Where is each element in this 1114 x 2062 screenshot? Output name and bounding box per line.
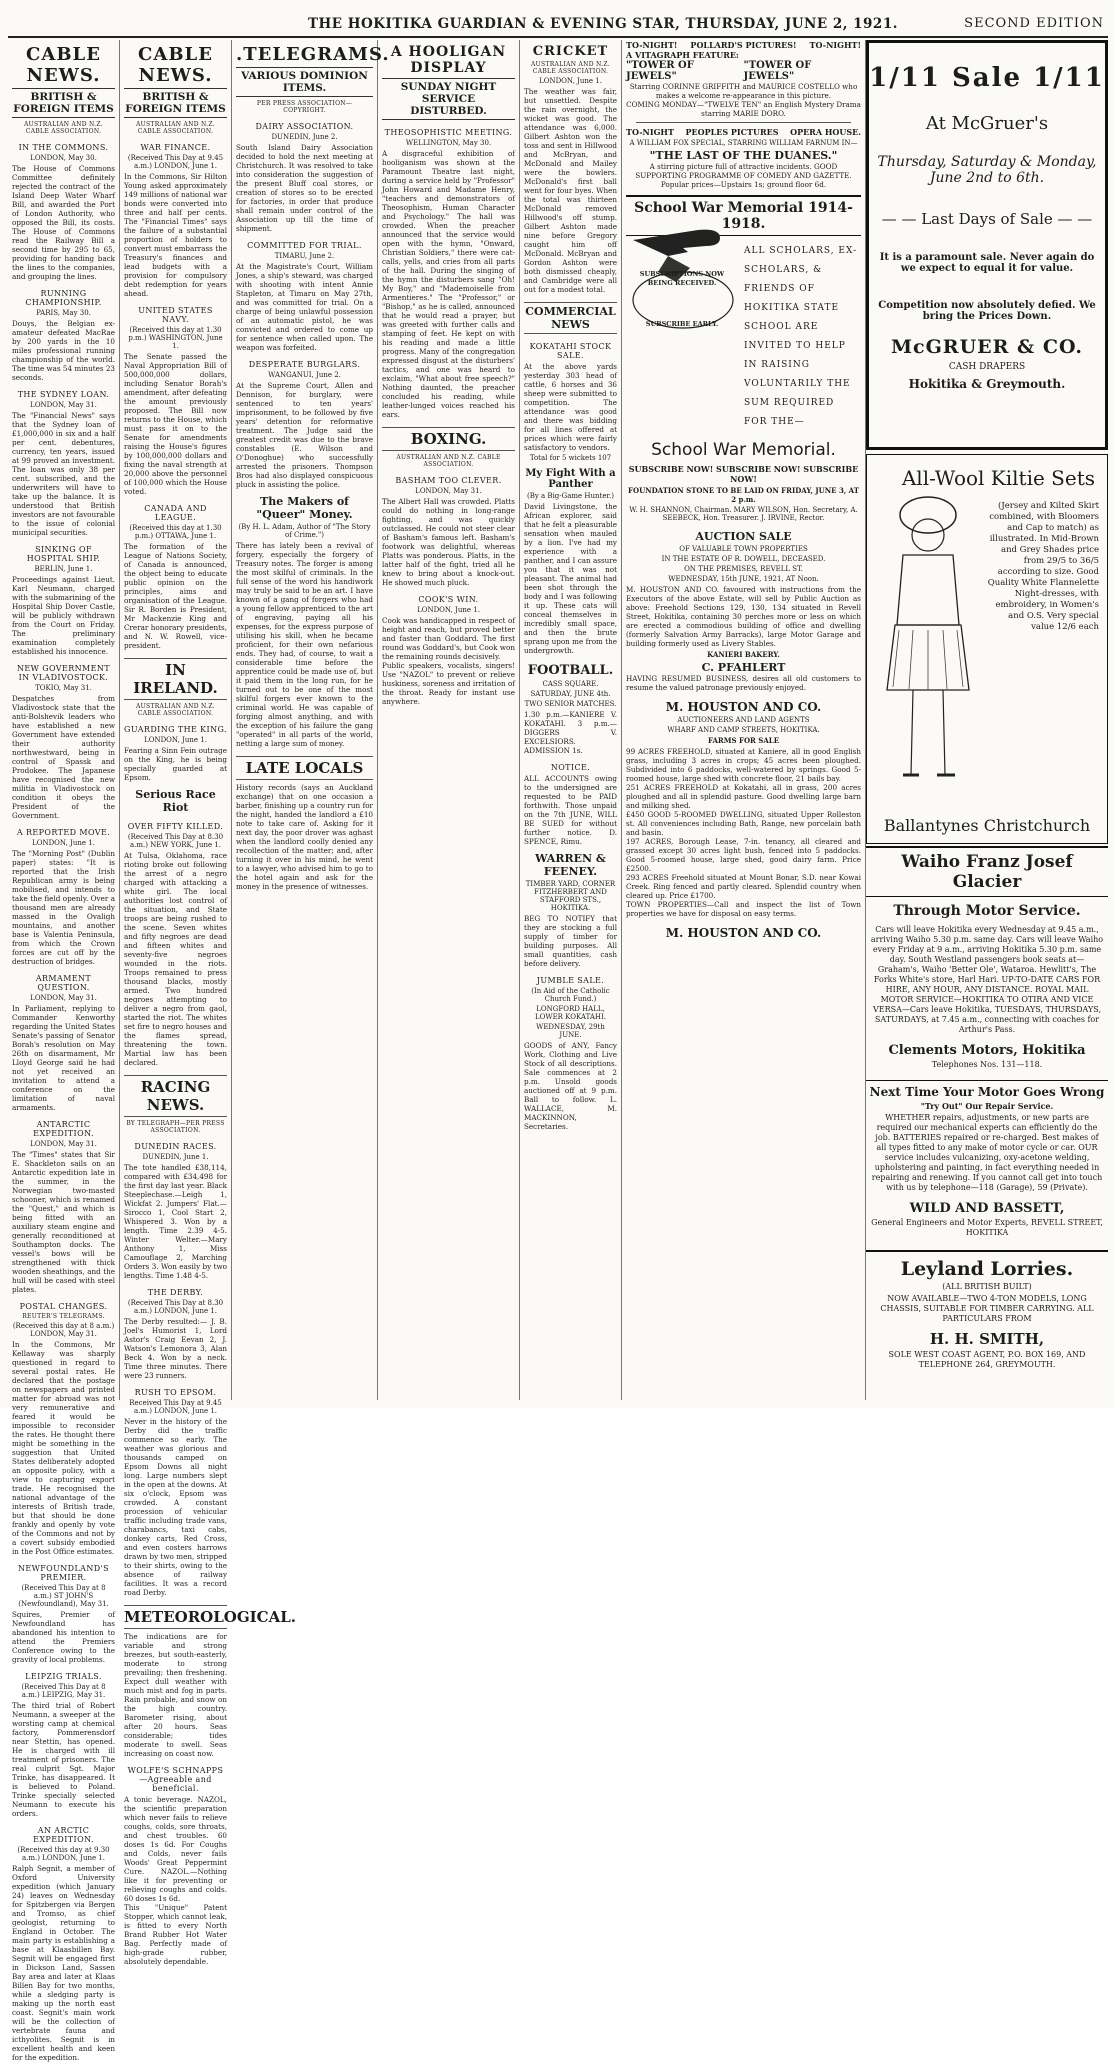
sale-heading: 1/11 Sale 1/11 [869, 63, 1105, 93]
mcgruer-sale-ad [866, 40, 1108, 450]
section-heading: NOTICE. [550, 763, 591, 772]
article-body: There has lately been a revival of forgery, especially the forgery of Treasury notes. The forger is among the most skilful of criminals. In the full sense of the word his handiwork may truly be said to be an art. I have known of a gang of forgers who had a young fellow apprenticed to the art of engraving, paying all his expenses, for the express purpose of utilising his skill, when he became proficient, for their own nefarious ends. They had, of course, to wait a considerable time before the apprentice could be made use of, but it paid them in the long run, for he turned out to be one of the most skilful forgers ever known to the criminal world. He was capable of forging almost anything, and with the exception of his failure the gang "operated" in all parts of the world, netting a large sum of money. [236, 541, 373, 748]
article-body: A disgraceful exhibition of hooliganism was shown at the Paramount Theatre last night, during a service held by "Professor" John Howard and Madame Henry, "teachers and demonstrators of Theosophism, Human Character and Psychology." The hall was crowded. When the preacher announced that the service would open with the hymn, "Onward, Christian Soldiers," there were cat-calls, yells, and cries from all parts of the hall. During the singing of the hymn the disturbers sang "Oh! My Boy," and "Mademoiselle from Armentieres." The "Professor," or "Bishop," as he is called, announced that he would read a prayer, but was greeted with further calls and stamping of feet. He kept on with his reading and made a little progress. Many of the congregation expressed disgust at the disturbers' tactics, and one was heard to exclaim, "What about free speech?" Nothing daunted, the preacher concluded his reading, while leather-lunged voices reached his ears. [382, 149, 515, 419]
agency-line: AUSTRALIAN AND N.Z. CABLE ASSOCIATION. [136, 121, 215, 135]
section-heading: CANADA AND LEAGUE. [144, 504, 207, 522]
programme-note: A stirring picture full of attractive incidents. GOOD SUPPORTING PROGRAMME OF COMEDY AND GAZETTE. Popular prices—Upstairs 1s; ground floor 6d. [635, 162, 852, 189]
article-body: Cook was handicapped in respect of height and reach, but proved better and faster than Goddard. The first round was Goddard's, but Cook won the remaining rounds decisively. [382, 616, 515, 661]
dateline: (Received this day at 9.30 a.m.) LONDON, June 1. [17, 1846, 110, 1862]
ballantynes: Ballantynes Christchurch [883, 816, 1091, 835]
subheadline: BRITISH & FOREIGN ITEMS [12, 88, 115, 118]
sale-store: At McGruer's [925, 113, 1049, 134]
peoples-header [626, 127, 861, 137]
houston-sub: AUCTIONEERS AND LAND AGENTS [677, 716, 810, 724]
ad-body: BEG TO NOTIFY that they are stocking a full supply of timber for building purposes. All small quantities, cash before delivery. [524, 914, 617, 968]
article-body: In the Commons, Sir Hilton Young asked approximately 149 millions of national war bonds were converted into three and half per cents. The "Financial Times" says the failure of a substantial proportion of holders to convert must embarrass the Treasury's finances and lead budgets with a provision for compulsory debt redemption for years ahead. [124, 172, 227, 298]
venue: CASS SQUARE. [542, 680, 599, 688]
agency-line: AUSTRALIAN AND N.Z. CABLE ASSOCIATION. [136, 703, 215, 717]
notice-body: ALL ACCOUNTS owing to the undersigned are requested to be PAID forthwith. Those unpaid on the 7th JUNE, WILL BE SUED for without further notice. D. SPENCE, Rimu. [524, 774, 617, 846]
dateline: TIMARU, June 2. [274, 252, 335, 260]
film-title: "TOWER OF JEWELS" [743, 60, 812, 82]
dateline: LONDON, May 31. [415, 487, 482, 495]
farm-listing: 99 ACRES FREEHOLD, situated at Kaniere, all in good English grass, including 3 acres in crops; 45 acres been ploughed. Subdivided into 6 paddocks, well-watered by springs. Good 5-roomed house, large shed with concrete floor, 21 bails bay. [626, 747, 861, 783]
dateline: LONDON, June 1. [32, 839, 95, 847]
headline: A HOOLIGAN DISPLAY [390, 44, 507, 76]
auction-estate: IN THE ESTATE OF R. DOWELL, DECEASED. [661, 555, 826, 563]
fox-special: A WILLIAM FOX SPECIAL, STARRING WILLIAM FARNUM IN— [629, 139, 858, 147]
dateline: (Received This Day at 8 a.m.) LEIPZIG, May 31. [21, 1683, 106, 1699]
film-title: "THE LAST OF THE DUANES." [649, 149, 838, 162]
tonight-label: TO-NIGHT! [626, 40, 678, 50]
farm-listing: TOWN PROPERTIES—Call and inspect the list of Town properties we have for disposal on easy terms. [626, 900, 861, 918]
pfahlert-body: HAVING RESUMED BUSINESS, desires all old customers to resume the valued patronage previously enjoyed. [626, 674, 861, 692]
leyland-sub: (ALL BRITISH BUILT) [942, 1282, 1032, 1291]
subheadline: BRITISH & FOREIGN ITEMS [124, 88, 227, 118]
pollards-title: POLLARD'S PICTURES! [690, 40, 797, 50]
committee-names: W. H. SHANNON, Chairman. MARY WILSON, Hon. Secretary, A. SEEBECK, Hon. Treasurer. J. IRVINE, Rector. [629, 506, 858, 522]
article-body: Douys, the Belgian ex-amateur defeated MacRae by 200 yards in the 10 miles professional running championship of the world. The time was 54 minutes 23 seconds. [12, 319, 115, 382]
venue: LONGFORD HALL, LOWER KOKATAHI. [534, 1005, 607, 1021]
leyland-heading: Leyland Lorries. [866, 1250, 1108, 1280]
section-heading: ANTARCTIC EXPEDITION. [33, 1120, 94, 1138]
column-telegrams [232, 40, 390, 1400]
venue-label: OPERA HOUSE. [790, 127, 861, 137]
section-headline: BOXING. [382, 427, 515, 451]
date: WEDNESDAY, 29th JUNE. [536, 1023, 605, 1039]
section-headline: IN IRELAND. [124, 658, 227, 700]
article-body: South Island Dairy Association decided to hold the next meeting at Christchurch. It was resolved to take into consideration the suggestion of the present Bluff coal stores, or creation of stores so to be erected for factories, in order that produce shall remain under control of the Association up till the time of shipment. [236, 143, 373, 233]
section-heading: NEWFOUNDLAND'S PREMIER. [17, 1564, 110, 1582]
byline: (By a Big-Game Hunter.) [526, 492, 615, 500]
section-headline: My Fight With a Panther [525, 468, 616, 490]
wild-bassett-sub: General Engineers and Motor Experts, REVELL STREET, HOKITIKA [871, 1218, 1103, 1237]
memorial-heading: School War Memorial 1914-1918. [626, 195, 861, 236]
masthead-title: THE HOKITIKA GUARDIAN & EVENING STAR, THURSDAY, JUNE 2, 1921. [308, 16, 898, 32]
article-body: In the Commons, Mr Kellaway was sharply questioned in regard to several postal rates. He declared that the postage on newspapers and printed matter for abroad was not very remunerative and feared it would be impossible to reconsider the rates. He thought there might be something in the suggestion that United States deliberately adopted an opposite policy, with a view to capturing export trade. He recognised the national advantage of the interests of British trade, but that should be done frankly and openly by vote of the Commons and not by a covert subsidy embodied in the Post Office estimates. [12, 1340, 115, 1556]
section-heading: BASHAM TOO CLEVER. [395, 476, 502, 485]
section-headline: METEOROLOGICAL. [124, 1605, 227, 1629]
peoples-title: PEOPLES PICTURES [685, 127, 779, 137]
sale-text: It is a paramount sale. Never again do we expect to equal it for value. [879, 252, 1095, 274]
dateline: WELLINGTON, May 30. [405, 139, 492, 147]
article-body: The House of Commons Committee definitely rejected the contract of the Island Deep Water Wharf Bill, and awarded the Port of London Authority, who opposed the Bill, its costs. The House of Commons read the Railway Bill a second time by 295 to 65, providing for handing back the lines to the companies, and grouping the lines. [12, 164, 115, 281]
dateline: LONDON, June 1. [144, 736, 207, 744]
score-total: Total for 5 wickets 107 [529, 454, 612, 462]
byline: (By H. L. Adam, Author of "The Story of Crime.") [238, 523, 371, 539]
headline: CRICKET [532, 44, 609, 59]
matches-heading: TWO SENIOR MATCHES. [524, 700, 617, 708]
article-body: At the Supreme Court, Allen and Dennison, for burglary, were sentenced to ten years' imprisonment, to be followed by five years' detention for reformative treatment. The Judge said the greatest credit was due to the brave constables (E. Wilson and O'Donoghue) who successfully arrested the prisoners. Thompson Bros had also displayed conspicuous pluck in assisting the police. [236, 381, 373, 489]
auction-subheading: OF VALUABLE TOWN PROPERTIES [679, 545, 808, 553]
football-heading: FOOTBALL. [527, 663, 614, 678]
section-heading: DAIRY ASSOCIATION. [255, 122, 354, 131]
section-heading: LEIPZIG TRIALS. [25, 1672, 102, 1681]
section-heading: SINKING OF HOSPITAL SHIP. [26, 545, 101, 563]
memorial-title: School War Memorial. [651, 440, 836, 460]
headline: CABLE NEWS. [26, 44, 101, 86]
last-days: — — Last Days of Sale — — [881, 210, 1093, 228]
article-body: This "Unique" Patent Stopper, which cannot leak, is fitted to every North Brand Rubber Hot Water Bag. Perfectly made of high-grade rubber, absolutely dependable. [124, 1903, 227, 1966]
article-body: Public speakers, vocalists, singers! Use "NAZOL" to prevent or relieve huskiness, soreness and irritation of the throat. Ready for instant use anywhere. [382, 661, 515, 706]
section-heading: AN ARCTIC EXPEDITION. [33, 1826, 94, 1844]
tonight-label: TO-NIGHT! [809, 40, 861, 50]
dateline: (Received this day at 8 a.m.) LONDON, May 31. [12, 1322, 115, 1338]
dateline: TOKIO, May 31. [35, 684, 92, 692]
jewels-row [626, 60, 861, 82]
dateline: (Received This Day at 8.30 a.m.) LONDON, June 1. [127, 1299, 224, 1315]
article-body: At Tulsa, Oklahoma, race rioting broke out following the arrest of a negro charged with attacking a white girl. The local authorities lost control of the situation, and State troops are being rushed to the scene. Seven whites and fifty negroes are dead and fifteen whites and seventy-five negroes wounded in the riots. Troops remained to press thousand blacks, mostly armed. Two hundred negroes attempting to deliver a negro from gaol, started the riot. The whites set fire to negro houses and the flames spread, threatening the town. Martial law has been declared. [124, 851, 227, 1067]
article-body: History records (says an Auckland exchange) that on one occasion a barber, finishing up a country run for the night, handed the landlord a £10 note to take care of. Asking for it next day, the poor drover was aghast when the landlord coolly denied any recollection of the matter; and, after turning it over in his mind, he went to a lawyer, who advised him to go to the hotel again and ask for the money in the presence of witnesses. [236, 783, 373, 891]
tonight-label: TO-NIGHT [626, 127, 674, 137]
article-body: The "Morning Post" (Dublin paper) states: "It is reported that the Irish Republican army is being mobilised, and intends to take the field openly. Over a thousand men are already massed in the Ovaligh mountains, and another base is Valentia Peninsula, from which the Crown forces are cut off by the destruction of bridges. [12, 849, 115, 966]
bakery-heading: KANIERI BAKERY. [707, 650, 780, 659]
article-body: Despatches from Vladivostock state that the anti-Bolshevik leaders who have established a new Government have extended their authority northwestward, being in control of Spassk and Prodokee. The Japanese have recognised the new militia in Vladivostock on condition it obeys the President of the Government. [12, 694, 115, 820]
article-body: The weather was fair, but unsettled. Despite the rain overnight, the wicket was good. The attendance was 6,000. Gilbert Ashton won the toss and sent in Hillwood and McBryan, and McDonald and Mailey were the bowlers. McDonald's first ball went for four byes. When the total was thirteen McDonald removed Hillwood's off stump. Gilbert Ashton made nine before Gregory caught him off McDonald. McBryan and Gordon Ashton were both dismissed cheaply, and Cambridge were all out for a modest total. [524, 87, 617, 294]
foundation-stone: FOUNDATION STONE TO BE LAID ON FRIDAY, JUNE 3, AT 2 p.m. [628, 486, 859, 504]
article-body: The indications are for variable and strong breezes, but south-easterly, moderate to strong prevailing; then freshening. Expect dull weather with much mist and fog in parts. Rain probable, and snow on the high country. Barometer rising, about after 20 hours. Seas considerable; tides moderate to swell. Seas increasing on coast now. [124, 1632, 227, 1758]
ad-body: GOODS of ANY, Fancy Work, Clothing and Live Stock of all descriptions. Sale commences at 2 p.m. Unsold goods auctioned off at 9 p.m. Ball to follow. L. WALLACE, M. MACKINNON, Secretaries. [524, 1041, 617, 1131]
article-body: The tote handled £38,114, compared with £34,498 for the first day last year. Black Steeplechase.—Leigh 1, Wickfat 2. Jumpers' Flat.—Sirocco 1, Cool Start 2, Whispered 3. Won by a length. Time 2.39 4-5. Winter Welter.—Mary Anthony 1, Miss Camouflage 2, Marching Orders 3. Won easily by two lengths. Time 1.48 4-5. [124, 1163, 227, 1280]
date: SATURDAY, JUNE 4th. [530, 690, 611, 698]
hand-stamp-text: SUBSCRIPTIONS NOW BEING RECEIVED. [639, 270, 725, 287]
section-heading: THE SYDNEY LOAN. [17, 390, 110, 399]
section-heading: WOLFE'S SCHNAPPS—Agreeable and beneficial. [127, 1766, 224, 1793]
agency-line: REUTER'S TELEGRAMS. [22, 1313, 105, 1320]
mcgruer-brand: McGRUER & CO. [890, 336, 1083, 358]
section-heading: NEW GOVERNMENT IN VLADIVOSTOCK. [16, 664, 111, 682]
article-body: Fearing a Sinn Fein outrage on the King, he is being specially guarded at Epsom. [124, 746, 227, 782]
section-heading: ARMAMENT QUESTION. [35, 974, 92, 992]
article-body: The formation of the League of Nations Society, of Canada is announced, the object being to educate public opinion on the principles, aims and organisation of the League. Sir R. Borden is President, Mr Mackenzie King and Crerar honorary presidents, and N. W. Rowell, vice-president. [124, 542, 227, 650]
dateline: Received This Day at 9.45 a.m.) LONDON, June 1. [129, 1399, 222, 1415]
farm-listing: 197 ACRES, Borough Lease, 7-in. tenancy, all cleared and grassed except 30 acres light bush, fenced into 5 paddocks. Good 5-roomed house, large shed, good dairy farm. Price £2500. [626, 837, 861, 873]
ad-heading: WARREN & FEENEY. [535, 852, 606, 878]
agency-line: PER PRESS ASSOCIATION—COPYRIGHT. [256, 100, 353, 114]
leyland-body: NOW AVAILABLE—TWO 4-TON MODELS, LONG CHASSIS, SUITABLE FOR TIMBER CARRYING. ALL PARTICULARS FROM [880, 1294, 1094, 1323]
article-body: The Albert Hall was crowded. Platts could do nothing in long-range fighting, and was quickly outclassed. He could not steer clear of Basham's famous left. Basham's footwork was delightful, whereas Platts was ponderous. Platts, in the latter half of the fight, tried all he knew to bring about a knock-out. He showed much pluck. [382, 497, 515, 587]
article-body: The "Times" states that Sir E. Shackleton sails on an Antarctic expedition late in the summer, in the Norwegian two-masted schooner, which is renamed the "Quest," and which is being fitted with an auxiliary steam engine and generally reconditioned at Southampton docks. The vessel's bows will be strengthened with thick wooden sheathings, and the hull will be cased with steel plates. [12, 1150, 115, 1294]
column-cable-news-2 [120, 40, 297, 1966]
section-heading: JUMBLE SALE. [536, 976, 605, 985]
article-body: Never in the history of the Derby did the traffic commence so early. The weather was glorious and thousands camped on Epsom Downs all night long. Large numbers slept in the open at the downs. At six o'clock, Epsom was crowded. A constant procession of vehicular traffic including trade vans, charabancs, taxi cabs, donkey carts, Red Cross, and even costers harrows drawn by two men, stripped to their shirts, owing to the absence of railway facilities. It was a record road Derby. [124, 1417, 227, 1597]
dateline: LONDON, June 1. [417, 606, 480, 614]
article-body: The third trial of Robert Neumann, a sweeper at the worsting camp at chemical factory, Pommerensdorf near Stettin, has opened. He is charged with ill treatment of prisoners. The real culprit Sgt. Major Trinke, has disappeared. It is believed to Poland. Trinke specially selected Neumann to execute his orders. [12, 1701, 115, 1818]
kiltie-details: (Jersey and Kilted Skirt combined, with Bloomers and Cap to match) as illustrated. In Mid-Brown and Grey Shades price from 29/5 to 36/5 according to size. Good Quality White Flannelette Night-dresses, with embroidery, in Women's and O.S. Very special value 12/6 each [987, 501, 1099, 632]
girl-illustration [873, 475, 983, 805]
vitagraph-label: A VITAGRAPH FEATURE: [626, 50, 739, 60]
auction-date: WEDNESDAY, 15th JUNE, 1921, AT Noon. [668, 575, 819, 583]
masthead [8, 12, 1108, 38]
smith-name: H. H. SMITH, [929, 1330, 1045, 1348]
subscribe-now: SUBSCRIBE NOW! SUBSCRIBE NOW! SUBSCRIBE NOW! [628, 464, 859, 484]
section-heading: UNITED STATES NAVY. [138, 306, 213, 324]
cash-drapers: CASH DRAPERS [948, 362, 1026, 372]
agency-line: AUSTRALIAN AND N.Z. CABLE ASSOCIATION. [531, 61, 610, 75]
dateline: (Received this day at 1.30 p.m.) WASHINGTON, June 1. [128, 326, 223, 350]
section-heading: THE DERBY. [147, 1288, 204, 1297]
houston-address: WHARF AND CAMP STREETS, HOKITIKA. [667, 726, 820, 734]
section-heading: WAR FINANCE. [140, 143, 211, 152]
farm-listing: 293 ACRES Freehold situated at Mount Bonar, S.D. near Kowai Creek. Ring fenced and partly cleared. Splendid country when cleared up. Price £1700. [626, 873, 861, 900]
wild-bassett: WILD AND BASSETT, [909, 1201, 1065, 1216]
section-heading: OVER FIFTY KILLED. [127, 822, 224, 831]
section-headline: COMMERCIAL NEWS [524, 302, 617, 334]
dateline: WANGANUI, June 2. [268, 371, 341, 379]
dateline: LONDON, May 31. [30, 1140, 97, 1148]
article-body: In Parliament, replying to Commander Kenworthy regarding the United States Senate's passing of Senator Borah's resolution on May 26th on disarmament, Mr Lloyd George said he had not yet received an invitation to attend a conference on the limitation of naval armaments. [12, 1004, 115, 1112]
agency-line: BY TELEGRAPH—PER PRESS ASSOCIATION. [126, 1120, 225, 1134]
dateline: BERLIN, June 1. [34, 565, 93, 573]
section-headline: LATE LOCALS [236, 756, 373, 780]
pfahlert-name: C. PFAHLERT [701, 661, 786, 674]
dateline: (Received This Day at 9.45 a.m.) LONDON, June 1. [127, 154, 224, 170]
sale-text: Competition now absolutely defied. We bring the Prices Down. [878, 300, 1096, 322]
auction-body: M. HOUSTON AND CO. favoured with instructions from the Executors of the above Estate, will sell by Public Auction as above: Freehold Sections 129, 130, 134 situated in Revell Street, Hokitika, containing 30 perches more or less on which are erected a commodious building of office and dwelling (formerly Salvation Army Barracks), large Motor Garage and building formerly used as Livery Stables. [626, 585, 861, 648]
article-body: Squires, Premier of Newfoundland has abandoned his intention to attend the Premiers Conference owing to the gravity of local problems. [12, 1610, 115, 1664]
coming-attraction: COMING MONDAY—"TWELVE TEN" an English Mystery Drama starring MARIE DORO. [626, 100, 861, 118]
kiltie-heading: All-Wool Kiltie Sets [901, 466, 1095, 490]
repair-heading: Next Time Your Motor Goes Wrong [866, 1080, 1108, 1099]
article-body: At the above yards yesterday 303 head of cattle, 6 horses and 36 sheep were submitted to competition. The attendance was good and there was bidding for all lines offered at prices which were fairly satisfactory to vendors. [524, 362, 617, 452]
section-heading: KOKATAHI STOCK SALE. [529, 342, 612, 360]
article-body: The Derby resulted:— J. B. Joel's Humorist 1, Lord Astor's Craig Eevan 2, J. Watson's Lemonora 3, Alan Beck 4. Won by a neck. Time three minutes. There were 23 runners. [124, 1317, 227, 1380]
repair-sub: "Try Out" Our Repair Service. [920, 1101, 1054, 1111]
memorial-text: ALL SCHOLARS, EX-SCHOLARS, & FRIENDS OF HOKITIKA STATE SCHOOL ARE INVITED TO HELP IN RAISING VOLUNTARILY THE SUM REQUIRED FOR THE— [744, 246, 858, 427]
column-cricket [520, 40, 622, 1400]
dateline: DUNEDIN, June 1. [142, 1153, 209, 1161]
farm-listing: £450 GOOD 5-ROOMED DWELLING, situated Upper Rolleston st. All conveniences including Bath, Range, new porcelain bath and basin. [626, 810, 861, 837]
sale-dates: Thursday, Saturday & Monday, June 2nd to 6th. [877, 154, 1097, 186]
section-heading: RUNNING CHAMPIONSHIP. [25, 289, 102, 307]
farm-listing: 251 ACRES FREEHOLD at Kokatahi, all in grass, 200 acres ploughed and all in splendid pasture. Good dwelling large barn and milking shed. [626, 783, 861, 810]
column-cable-news-1 [8, 40, 120, 2062]
dateline: LONDON, May 30. [30, 154, 97, 162]
ad-subheading: TIMBER YARD, CORNER FITZHERBERT AND STAFFORD STS., HOKITIKA. [525, 880, 616, 912]
dateline: DUNEDIN, June 2. [271, 133, 338, 141]
repair-body: WHETHER repairs, adjustments, or new parts are required our mechanical experts can efficiently do the job. BATTERIES repaired or re-charged. Best makes of all types fitted to any make of motor cycle or car. OUR service includes vulcanizing, oxy-acetone welding, upholstering and painting, in fact everything needed in repairing and renewing. If you cannot call get into touch with us by telephone—118 (Garage), 59 (Private). [871, 1113, 1103, 1192]
waiho-subheading: Through Motor Service. [893, 903, 1081, 919]
locations: Hokitika & Greymouth. [908, 377, 1066, 391]
subheadline: VARIOUS DOMINION ITEMS. [236, 67, 373, 97]
section-heading: GUARDING THE KING. [124, 725, 227, 734]
section-heading: POSTAL CHANGES. [19, 1302, 108, 1311]
waiho-heading: Waiho Franz Josef Glacier [866, 846, 1108, 897]
section-heading: A REPORTED MOVE. [16, 828, 111, 837]
column-ads-center [622, 40, 866, 1400]
section-heading: DESPERATE BURGLARS. [248, 360, 361, 369]
dateline: PARIS, May 30. [36, 309, 91, 317]
article-body: Ralph Segnit, a member of Oxford University expedition (which January 24) leaves on Wednesday for Spitzbergen via Bergen and Tromso, as chief geologist, returning to England in October. The main party is establishing a base at Klaasbillen Bay. Segnit will be engaged first in Dickson Land, Sassen Bay area and later at Klaas Billen Bay for two months, while a sledging party is making up the north east coast. Segnit's main work will be the collection of vertebrate fauna and icthyolites. Segnit is in excellent health and keen for the expedition. [12, 1864, 115, 2062]
section-heading: COMMITTED FOR TRIAL. [247, 241, 362, 250]
dateline: (Received this day at 1.30 p.m.) OTTAWA, June 1. [129, 524, 222, 540]
section-heading: IN THE COMMONS. [18, 143, 109, 152]
article-body: A tonic beverage. NAZOL, the scientific preparation which never fails to relieve coughs, colds, sore throats, and chest troubles. 60 doses 1s 6d. For Coughs and Colds, never fails Woods' Great Peppermint Cure. NAZOL.—Nothing like it for preventing or relieving coughs and colds. 60 doses 1s 6d. [124, 1795, 227, 1903]
houston-name: M. HOUSTON AND CO. [665, 700, 822, 714]
headline: .TELEGRAMS. [236, 44, 390, 65]
column-hooligan [378, 40, 520, 1400]
section-heading: DUNEDIN RACES. [134, 1142, 217, 1151]
article-body: The Senate passed the Naval Appropriation Bill of 500,000,000 dollars, including Senator Borah's amendment, after defeating the amount previously proposed. The Bill now returns to the House, which must pass it on to the Senate for amendments raising the House's figures by 100,000,000 dollars and fixing the naval strength at 20,000 above the personnel of 100,000 which the House voted. [124, 352, 227, 496]
smith-details: SOLE WEST COAST AGENT, P.O. BOX 169, AND TELEPHONE 264, GREYMOUTH. [888, 1350, 1086, 1369]
agency-line: AUSTRALIAN AND N.Z. CABLE ASSOCIATION. [24, 121, 103, 135]
dateline: LONDON, May 31. [30, 401, 97, 409]
clements-phones: Telephones Nos. 131—118. [931, 1060, 1043, 1069]
article-body: The "Financial News" says that the Sydney loan of £1,000,000 in six and a half per cent. debentures, currency, ten years, issued at 99 proved an investment. The loan was only 38 per cent. subscribed, and the underwriters will have to take up the balance. It is understood that British investors are not favourable to the issue of colonial municipal securities. [12, 411, 115, 537]
article-body: David Livingstone, the African explorer, said that he felt a pleasurable sensation when mauled by a lion. I've had my experience with a panther, and I can assure you that it was not pleasant. The animal had been shot through the body and I was following it up. These cats will conceal themselves in incredibly small space, and then the brute sprang upon me from the undergrowth. [524, 502, 617, 655]
article-body: At the Magistrate's Court, William Jones, a ship's steward, was charged with shooting with intent Annie Stapleton, at Timaru on May 27th, and was committed for trial. On a charge of being unlawful possession of an automatic pistol, he was convicted and ordered to come up for sentence when called upon. The weapon was forfeited. [236, 262, 373, 352]
subheadline: SUNDAY NIGHT SERVICE DISTURBED. [382, 78, 515, 120]
section-headline: Serious Race Riot [135, 788, 216, 814]
dateline: (Received This Day at 8 a.m.) ST JOHN'S (Newfoundland), May 31. [18, 1584, 109, 1608]
edition-label: SECOND EDITION [964, 16, 1104, 31]
farms-heading: FARMS FOR SALE [707, 736, 780, 745]
kiltie-ad [866, 454, 1108, 844]
article-body: Proceedings against Lieut. Karl Neumann, charged with the submarining of the Hospital Ship Dover Castle, will be publicly withdrawn from the Court on Friday. The preliminary examination completely established his innocence. [12, 575, 115, 656]
dateline: LONDON, June 1. [539, 77, 602, 85]
ad-subheading: (In Aid of the Catholic Church Fund.) [531, 987, 610, 1003]
dateline: LONDON, May 31. [30, 994, 97, 1002]
section-headline: The Makers of "Queer" Money. [256, 495, 353, 521]
dateline: (Received This Day at 8.30 a.m.) NEW YORK, June 1. [127, 833, 224, 849]
waiho-and-motors-ads [866, 846, 1108, 1406]
section-heading: RUSH TO EPSOM. [134, 1388, 217, 1397]
film-cast: Starring CORINNE GRIFFITH and MAURICE COSTELLO who makes a welcome re-appearance in this picture. [629, 82, 858, 100]
auction-heading: AUCTION SALE [695, 530, 792, 543]
agency-line: AUSTRALIAN AND N.Z. CABLE ASSOCIATION. [396, 454, 501, 468]
houston-name: M. HOUSTON AND CO. [665, 926, 822, 940]
pollards-header [626, 40, 861, 50]
section-heading: THEOSOPHISTIC MEETING. [384, 128, 513, 137]
hand-subscribe: SUBSCRIBE EARLY. [645, 320, 719, 328]
clements-motors: Clements Motors, Hokitika [888, 1043, 1086, 1058]
fixture-list: 1.30 p.m.—KANIERE V. KOKATAHI. 3 p.m.—DIGGERS V. EXCELSIORS. ADMISSION 1s. [524, 710, 617, 755]
film-title: "TOWER OF JEWELS" [626, 60, 694, 82]
section-heading: COOK'S WIN. [418, 595, 479, 604]
waiho-body: Cars will leave Hokitika every Wednesday at 9.45 a.m., arriving Waiho 5.30 p.m. same day. Cars will leave Waiho every Friday at 9 a.m., arriving Hokitika 5.30 p.m. same day. South Westland passengers book seats at— Graham's, Waiho 'Better Ole', Wataroa. Hewlitt's, The Forks White's store, Harl Hari. UP-TO-DATE CARS FOR HIRE, ANY HOUR, ANY DISTANCE. ROYAL MAIL MOTOR SERVICE—HOKITIKA TO OTIRA AND VICE VERSA—Cars leave Hokitika, TUESDAYS, THURSDAYS, SATURDAYS, at 7.45 a.m., connecting with coaches for Arthur's Pass. [870, 925, 1104, 1034]
section-headline: RACING NEWS. [124, 1075, 227, 1117]
auction-location: ON THE PREMISES, REVELL ST. [684, 565, 803, 573]
headline: CABLE NEWS. [138, 44, 213, 86]
